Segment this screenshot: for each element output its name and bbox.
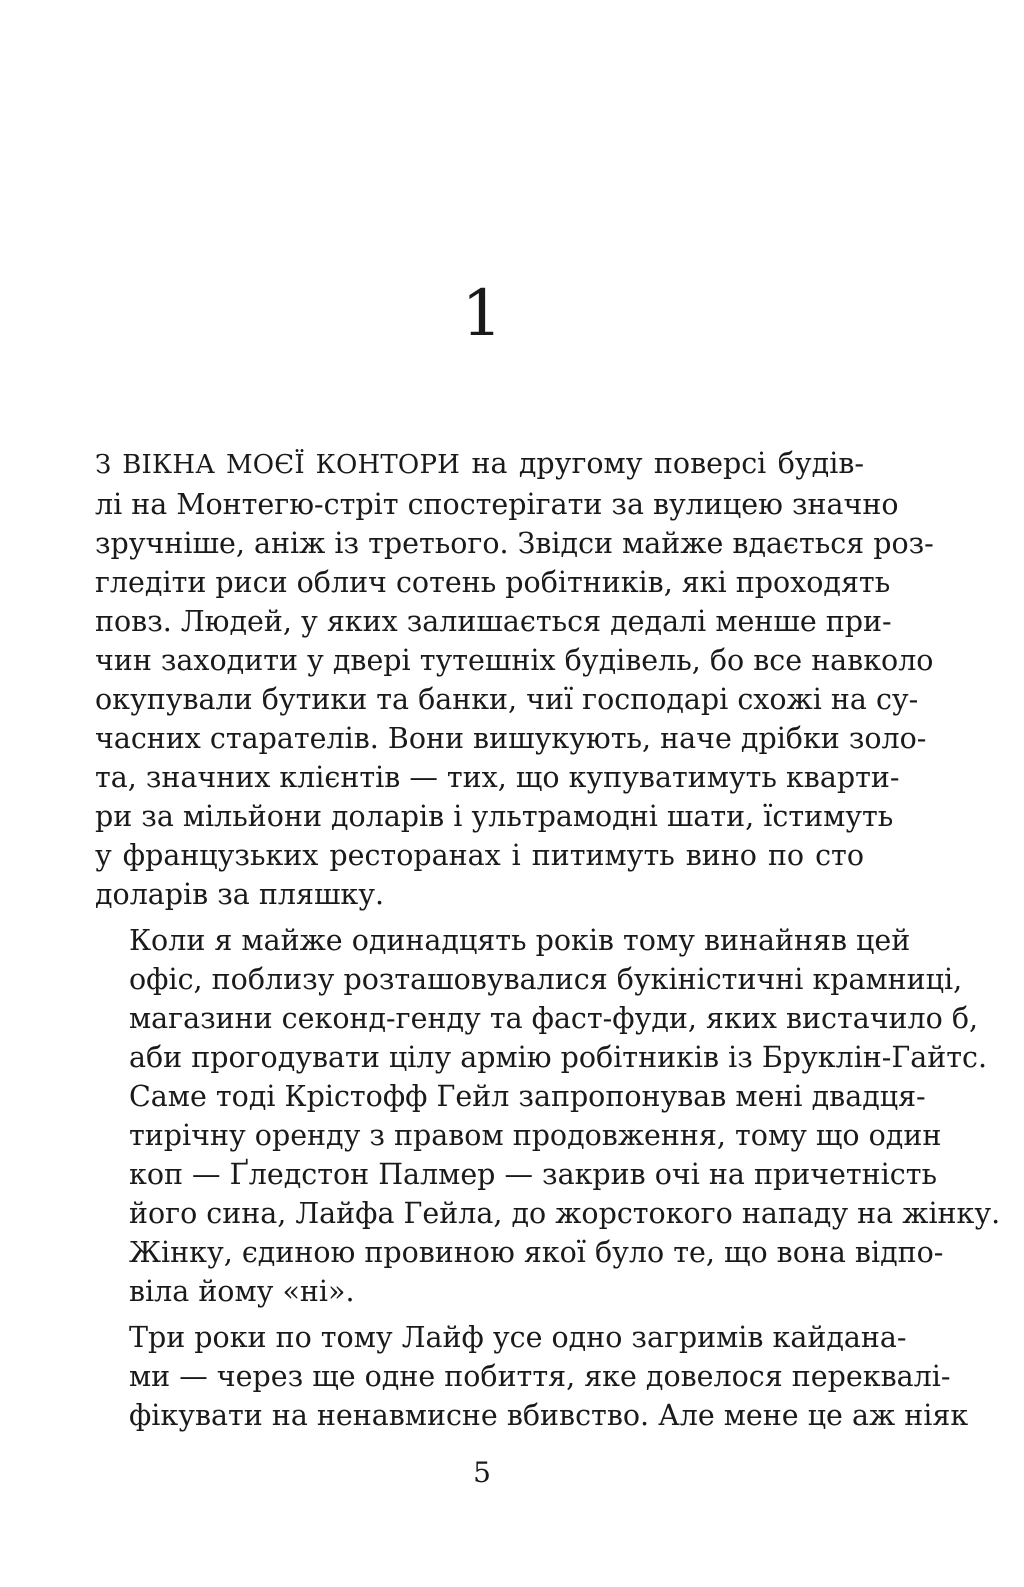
lead-small-caps: З ВІКНА МОЄЇ КОНТОРИ xyxy=(95,450,461,480)
text-line: Коли я майже одинадцять років тому винайняв цей xyxy=(129,924,911,957)
text-line: віла йому «ні». xyxy=(129,1275,355,1308)
text-line: часних старателів. Вони вишукують, наче дрібки золо- xyxy=(95,722,927,755)
text-line: аби прогодувати цілу армію робітників із Бруклін-Гайтс. xyxy=(129,1041,988,1074)
text-line: коп — Ґледстон Палмер — закрив очі на причетність xyxy=(129,1158,938,1191)
text-line: Жінку, єдиною провиною якої було те, що вона відпо- xyxy=(129,1236,944,1269)
text-line: та, значних клієнтів — тих, що купуватимуть кварти- xyxy=(95,761,900,794)
text-line: окупували бутики та банки, чиї господарі схожі на су- xyxy=(95,683,919,716)
text-line: доларів за пляшку. xyxy=(95,878,385,911)
text-line: його сина, Лайфа Гейла, до жорстокого нападу на жінку. xyxy=(129,1197,1001,1230)
text-line: повз. Людей, у яких залишається дедалі менше при- xyxy=(95,605,892,638)
paragraph-3 xyxy=(95,1318,969,1435)
text-line: чин заходити у двері тутешніх будівель, бо все навколо xyxy=(95,644,934,677)
text-line: ри за мільйони доларів і ультрамодні шати, їстимуть xyxy=(95,800,894,833)
text-line: гледіти риси облич сотень робітників, які проходять xyxy=(95,566,891,599)
text-line: З ВІКНА МОЄЇ КОНТОРИ на другому поверсі будів- xyxy=(95,447,864,480)
text-line: офіс, поблизу розташовувалися букіністичні крамниці, xyxy=(129,963,963,996)
paragraph-1 xyxy=(95,444,934,914)
text-line: магазини секонд-генду та фаст-фуди, яких вистачило б, xyxy=(129,1002,979,1035)
text-line: ми — через ще одне побиття, яке довелося переквалі- xyxy=(129,1360,951,1393)
text-line: тирічну оренду з правом продовження, тому що один xyxy=(129,1119,942,1152)
chapter-body-text xyxy=(95,444,1001,1435)
text-line: лі на Монтегю-стріт спостерігати за вулицею значно xyxy=(95,488,899,521)
text-line: фікувати на ненавмисне вбивство. Але мене це аж ніяк xyxy=(129,1399,969,1432)
text-line: у французьких ресторанах і питимуть вино по сто xyxy=(95,839,864,872)
text-line: зручніше, аніж із третього. Звідси майже вдається роз- xyxy=(95,527,934,560)
page-number: 5 xyxy=(473,1456,491,1489)
text-line: Саме тоді Крістофф Гейл запропонував мені двадця- xyxy=(129,1080,926,1113)
paragraph-2 xyxy=(95,921,1001,1311)
text-line: Три роки по тому Лайф усе одно загримів кайдана- xyxy=(129,1321,907,1354)
chapter-number: 1 xyxy=(461,277,503,351)
